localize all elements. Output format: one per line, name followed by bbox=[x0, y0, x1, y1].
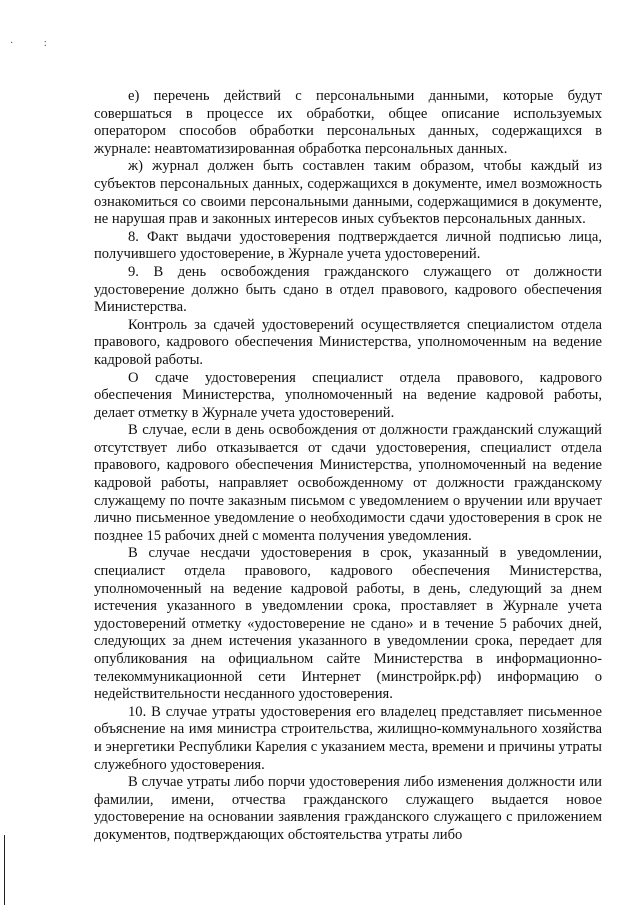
paragraph-control: Контроль за сдачей удостоверений осуществляется специалистом отдела правового, кадрового обеспечения Министерства, уполномоченным на ведение кадровой работы. bbox=[94, 316, 602, 368]
paragraph-absence-case: В случае, если в день освобождения от должности гражданский служащий отсутствует либо отказывается от сдачи удостоверения, специалист отдела правового, кадрового обеспечения Министерства, уполномоченный на ведение кадровой работы, направляет освобожденному от должности гражданскому служащему по почте заказным письмом с уведомлением о вручении или вручает лично письменное уведомление о необходимости сдачи удостоверения в срок не позднее 15 рабочих дней с момента получения уведомления. bbox=[94, 422, 602, 544]
paragraph-return-note: О сдаче удостоверения специалист отдела правового, кадрового обеспечения Министерства, уполномоченный на ведение кадровой работы, делает отметку в Журнале учета удостоверений. bbox=[94, 369, 602, 421]
scan-marks: · : bbox=[10, 38, 61, 49]
paragraph-10: 10. В случае утраты удостоверения его владелец представляет письменное объяснение на имя министра строительства, жилищно-коммунального хозяйства и энергетики Республики Карелия с указанием места, времени и причины утраты служебного удостоверения. bbox=[94, 703, 602, 773]
paragraph-e: е) перечень действий с персональными данными, которые будут совершаться в процессе их обработки, общее описание используемых оператором способов обработки персональных данных, содержащихся в журнале: неавтоматизированная обработка персональных данных. bbox=[94, 88, 602, 157]
paragraph-zh: ж) журнал должен быть составлен таким образом, чтобы каждый из субъектов персональных данных, содержащихся в документе, имел возможность ознакомиться со своими персональными данными, содержащимися в документе, не нарушая прав и законных интересов иных субъектов персональных данных. bbox=[94, 158, 602, 228]
scan-edge-line bbox=[4, 835, 5, 905]
document-body bbox=[94, 88, 602, 845]
paragraph-9: 9. В день освобождения гражданского служащего от должности удостоверение должно быть сдано в отдел правового, кадрового обеспечения Министерства. bbox=[94, 263, 602, 316]
paragraph-nonreturn-case: В случае несдачи удостоверения в срок, указанный в уведомлении, специалист отдела правового, кадрового обеспечения Министерства, уполномоченный на ведение кадровой работы, в день, следующий за днем истечения указанного в уведомлении срока, проставляет в Журнале учета удостоверений отметку «удостоверение не сдано» и в течение 5 рабочих дней, следующих за днем истечения указанного в уведомлении срока, передает для опубликования на официальном сайте Министерства в информационно-телекоммуникационной сети Интернет (минстройрк.рф) информацию о недействительности несданного удостоверения. bbox=[94, 545, 602, 703]
paragraph-8: 8. Факт выдачи удостоверения подтверждается личной подписью лица, получившего удостоверение, в Журнале учета удостоверений. bbox=[94, 228, 602, 263]
paragraph-loss-case: В случае утраты либо порчи удостоверения либо изменения должности или фамилии, имени, отчества гражданского служащего выдается новое удостоверение на основании заявления гражданского служащего с приложением документов, подтверждающих обстоятельства утраты либо bbox=[94, 774, 602, 843]
